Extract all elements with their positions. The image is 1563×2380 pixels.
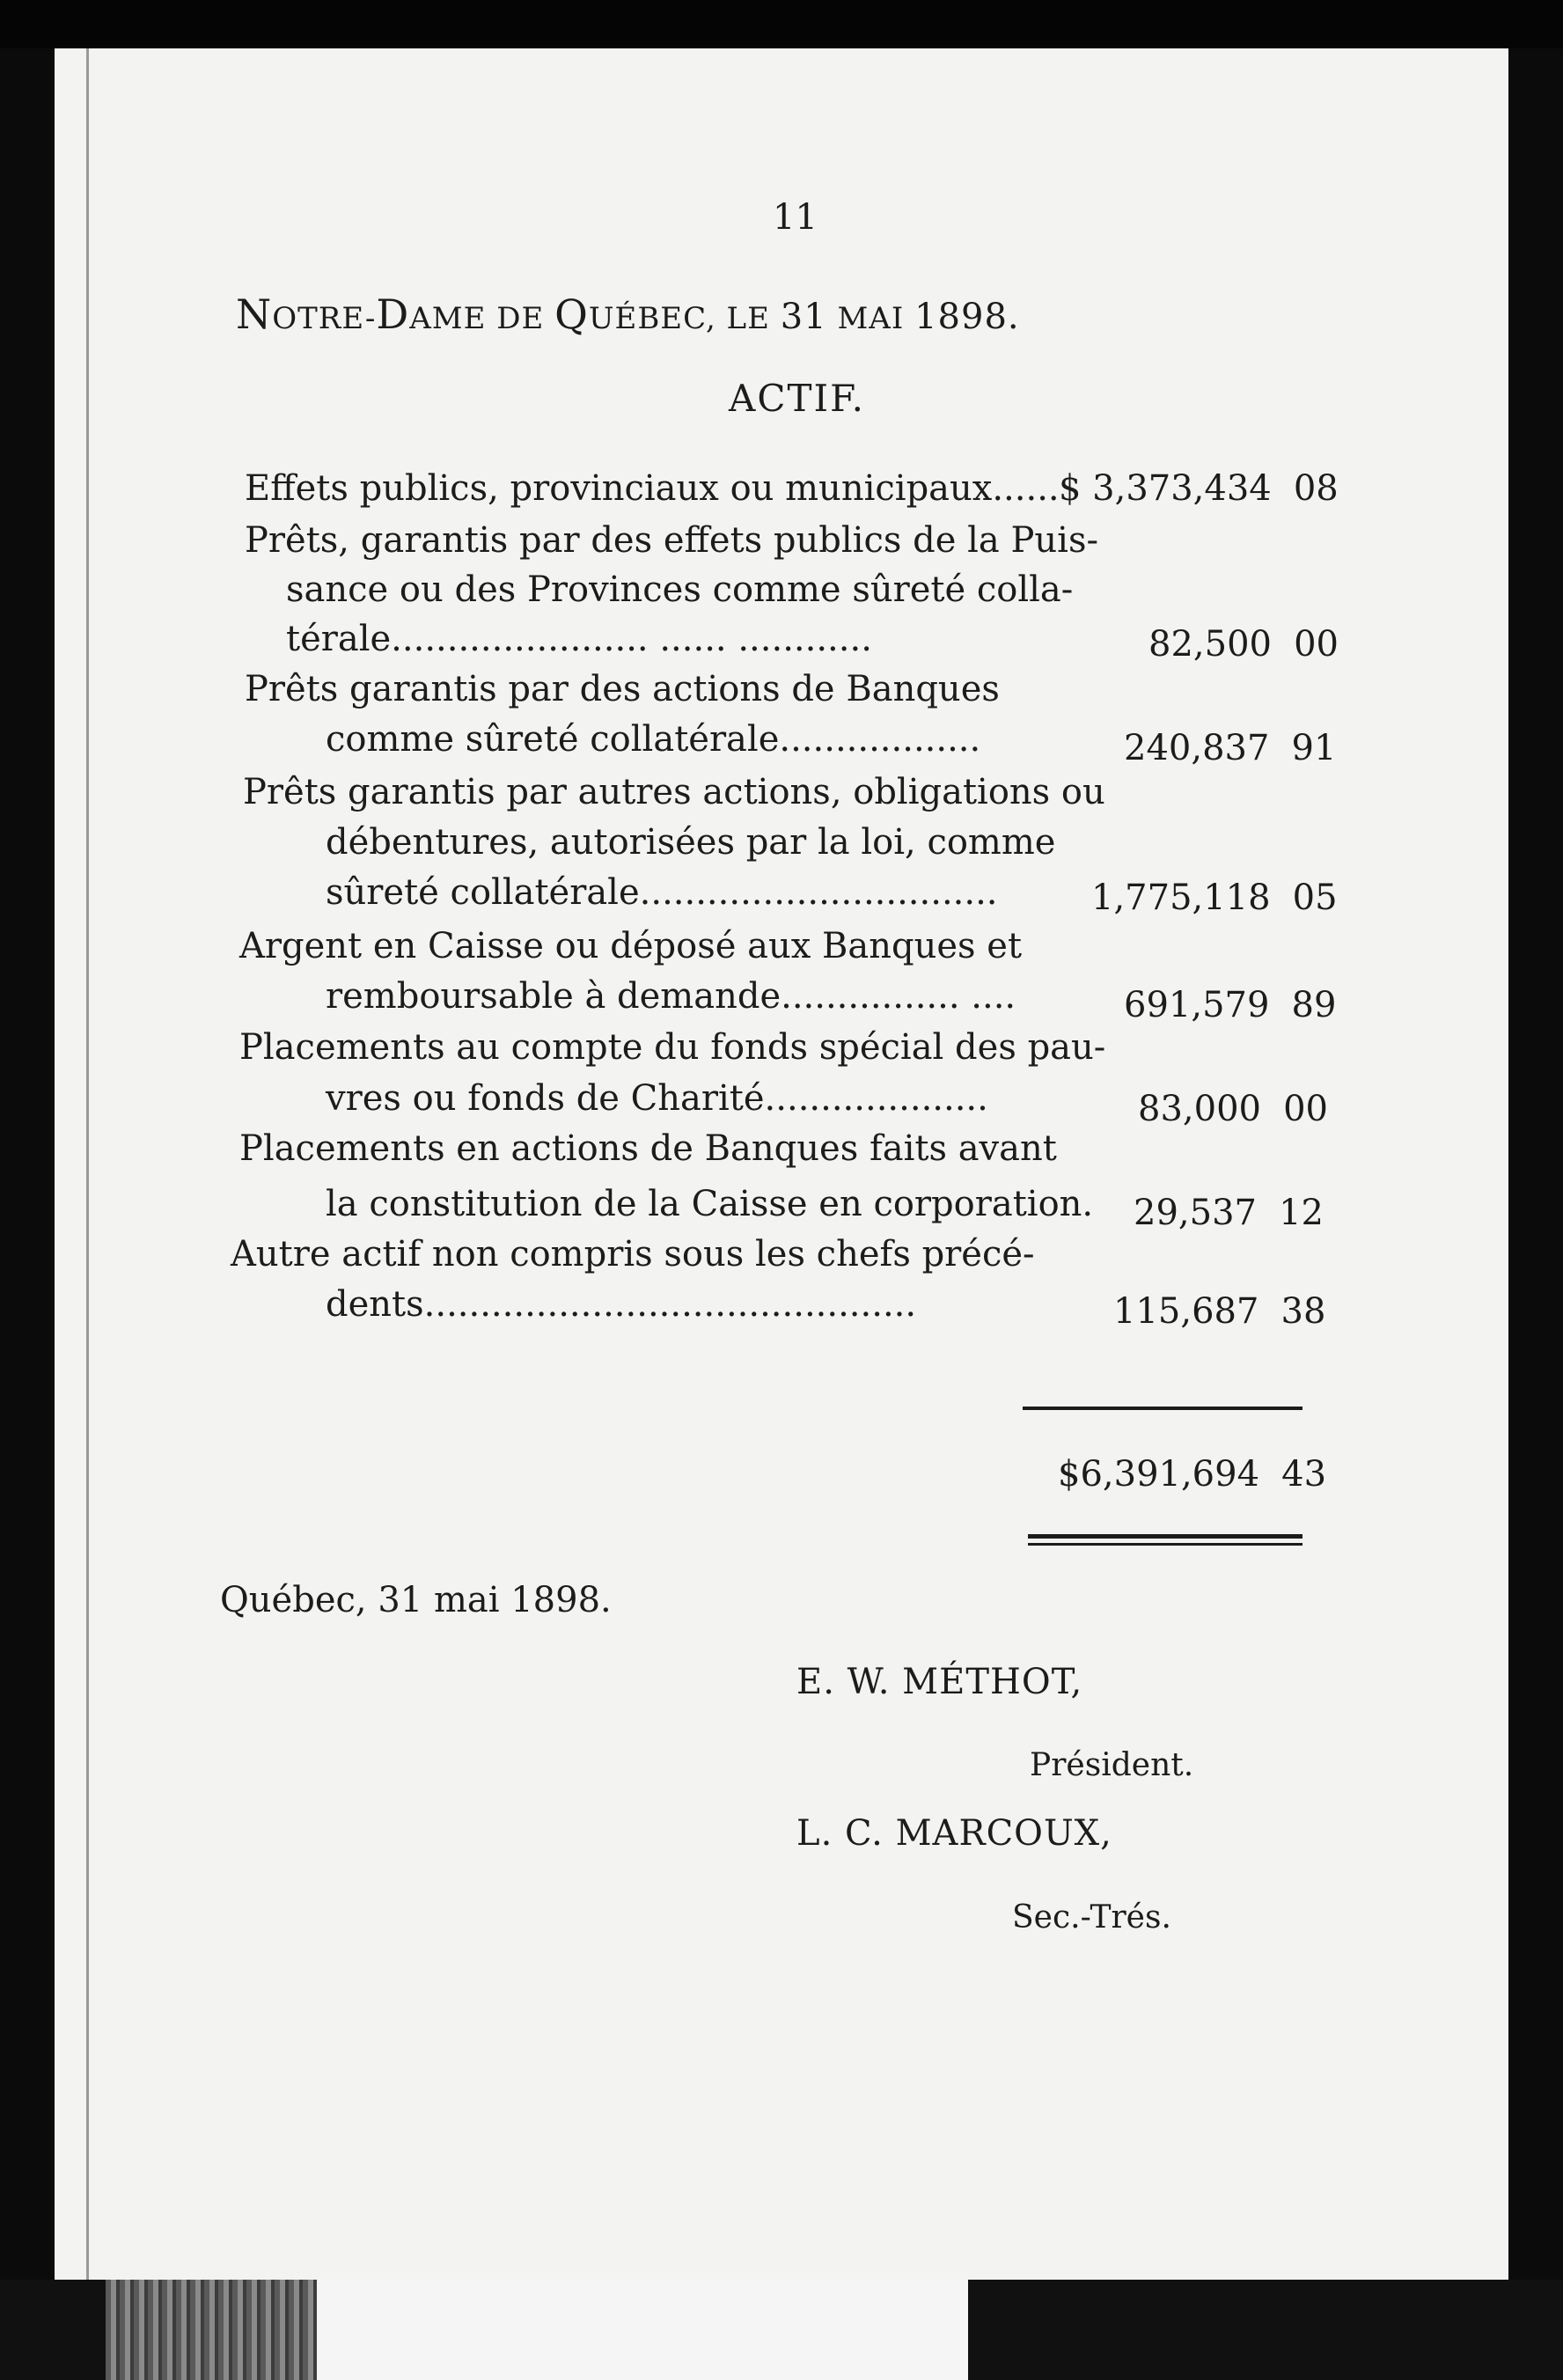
entry-amount: $ 3,373,434 08: [1059, 468, 1339, 509]
scan-artifact: [106, 2280, 317, 2380]
entry-line: vres ou fonds de Charité....................: [326, 1078, 988, 1119]
entry-line: Effets publics, provinciaux ou municipaux......: [245, 468, 1060, 509]
entry-line: la constitution de la Caisse en corporation.: [326, 1184, 1094, 1224]
scan-bottom-border: [0, 2280, 1563, 2380]
scan-artifact: [317, 2280, 968, 2380]
entry-amount: 115,687 38: [1113, 1291, 1326, 1332]
subtotal-rule: [1023, 1407, 1302, 1410]
entry-line: Placements en actions de Banques faits avant: [239, 1128, 1057, 1169]
report-header: NOTRE-DAME DE QUÉBEC, LE 31 MAI 1898.: [236, 290, 1020, 338]
entry-line: comme sûreté collatérale..................: [326, 719, 981, 760]
total-amount: $6,391,694 43: [1058, 1454, 1327, 1495]
entry-line: débentures, autorisées par la loi, comme: [326, 822, 1056, 863]
page-number: 11: [773, 197, 818, 238]
entry-line: dents............................................: [326, 1284, 917, 1325]
entry-line: remboursable à demande................ ....: [326, 976, 1016, 1017]
entry-amount: 29,537 12: [1134, 1193, 1324, 1233]
entry-line: térale....................... ...... ............: [286, 619, 872, 659]
entry-line: Prêts, garantis par des effets publics de la Puis-: [245, 520, 1098, 561]
total-double-rule-bottom: [1028, 1543, 1302, 1546]
section-title: ACTIF.: [729, 377, 866, 420]
entry-line: Prêts garantis par autres actions, obligations ou: [243, 772, 1105, 812]
signatory-name: E. W. MÉTHOT,: [796, 1662, 1083, 1702]
page-fold-line: [86, 48, 89, 2280]
entry-line: Argent en Caisse ou déposé aux Banques et: [239, 926, 1023, 966]
entry-line: Placements au compte du fonds spécial des pau-: [239, 1027, 1106, 1068]
entry-amount: 82,500 00: [1148, 624, 1339, 665]
entry-line: sûreté collatérale................................: [326, 872, 998, 913]
total-double-rule-top: [1028, 1534, 1302, 1539]
place-date: Québec, 31 mai 1898.: [220, 1580, 612, 1620]
entry-amount: 691,579 89: [1124, 985, 1337, 1025]
entry-amount: 1,775,118 05: [1091, 878, 1338, 918]
entry-line: sance ou des Provinces comme sûreté colla-: [286, 569, 1074, 610]
entry-amount: 83,000 00: [1138, 1089, 1328, 1129]
signatory-name: L. C. MARCOUX,: [796, 1813, 1112, 1854]
signatory-title: Sec.-Trés.: [1012, 1899, 1171, 1936]
entry-line: Autre actif non compris sous les chefs précé-: [231, 1234, 1035, 1274]
entry-line: Prêts garantis par des actions de Banques: [245, 669, 1000, 709]
entry-amount: 240,837 91: [1124, 728, 1337, 768]
signatory-title: Président.: [1030, 1747, 1194, 1783]
scan-top-border: [0, 0, 1563, 48]
